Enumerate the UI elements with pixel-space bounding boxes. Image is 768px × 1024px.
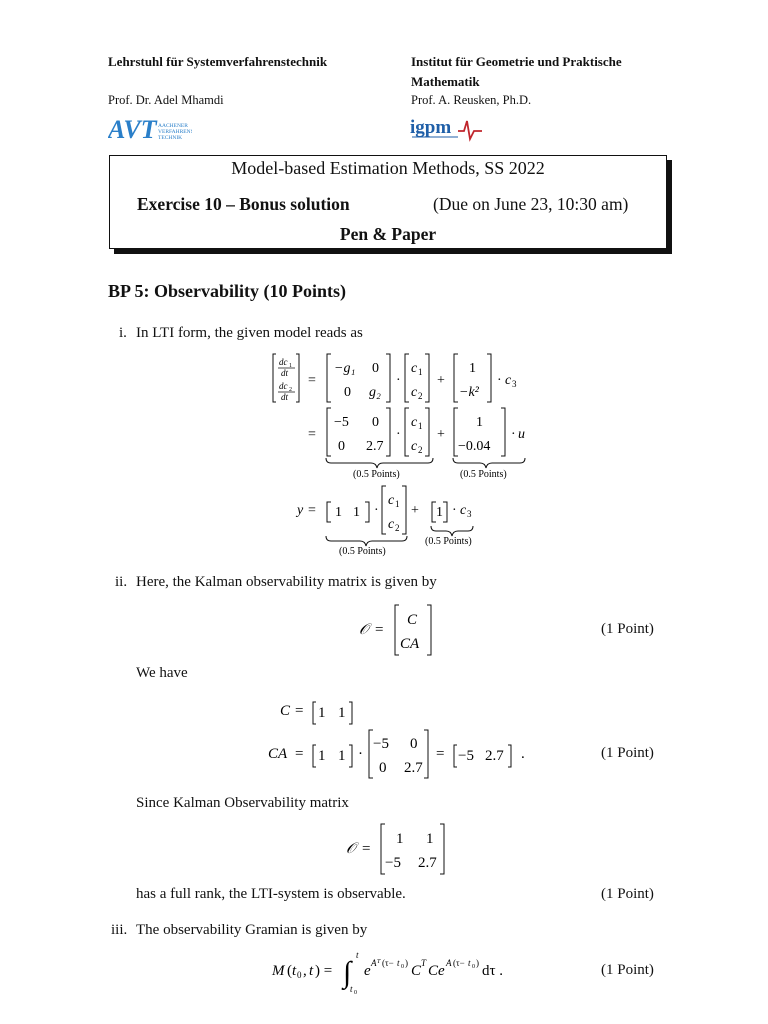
svg-text:0: 0 — [344, 385, 351, 400]
institute-line2: Mathematik — [411, 74, 480, 89]
svg-text:1: 1 — [476, 415, 483, 430]
svg-text:−5: −5 — [385, 855, 401, 871]
svg-text:1: 1 — [418, 367, 423, 377]
svg-text:=: = — [308, 503, 316, 518]
svg-text:c: c — [411, 385, 418, 400]
svg-text:1: 1 — [395, 499, 400, 509]
svg-text:dt: dt — [281, 368, 289, 378]
svg-text:c: c — [411, 439, 418, 454]
svg-text:c: c — [505, 373, 512, 388]
svg-text:M: M — [272, 963, 285, 979]
svg-text:): ) — [476, 958, 479, 968]
svg-text:2: 2 — [289, 387, 292, 393]
points-iii: (1 Point) — [601, 962, 654, 978]
svg-text:2: 2 — [418, 445, 423, 455]
avt-logo-subtitle-line: TECHNIK — [158, 135, 183, 141]
since-text: Since Kalman Observability matrix — [136, 795, 349, 811]
svg-text:=: = — [375, 622, 384, 638]
svg-text:=: = — [295, 746, 304, 762]
mode-label: Pen & Paper — [339, 224, 437, 244]
svg-text:c: c — [411, 415, 418, 430]
svg-text:t: t — [309, 963, 314, 979]
igpm-logo — [410, 113, 490, 143]
item-iii-text: The observability Gramian is given by — [136, 922, 368, 938]
svg-text:) =: ) = — [315, 963, 333, 979]
svg-text:=: = — [308, 373, 316, 388]
svg-text:+: + — [437, 373, 445, 388]
course-title: Model-based Estimation Methods, SS 2022 — [231, 158, 545, 178]
exercise-title: Exercise 10 – Bonus solution — [137, 194, 350, 214]
svg-text:2.7: 2.7 — [404, 760, 423, 776]
svg-text:(: ( — [287, 963, 292, 979]
svg-text:0: 0 — [338, 439, 345, 454]
svg-text:=: = — [362, 841, 371, 857]
svg-text:·: · — [374, 503, 379, 518]
svg-text:c: c — [460, 503, 467, 518]
svg-text:C: C — [407, 612, 418, 628]
svg-text:2: 2 — [418, 391, 423, 401]
svg-text:1: 1 — [353, 505, 360, 520]
svg-text:,: , — [303, 963, 307, 979]
svg-text:2.7: 2.7 — [366, 439, 384, 454]
svg-text:=: = — [308, 427, 316, 442]
svg-text:3: 3 — [512, 379, 517, 389]
svg-text:3: 3 — [467, 509, 472, 519]
svg-text:CA: CA — [268, 746, 288, 762]
points-ii-a: (1 Point) — [601, 621, 654, 637]
svg-text:·: · — [511, 427, 516, 442]
svg-text:A: A — [371, 958, 377, 968]
c-ca-equations — [266, 692, 546, 782]
svg-text:g₂: g₂ — [369, 385, 381, 400]
svg-text:t: t — [292, 963, 297, 979]
svg-text:1: 1 — [426, 831, 434, 847]
avt-logo-subtitle-line: VERFAHRENS- — [158, 129, 192, 135]
svg-text:A: A — [446, 958, 452, 968]
svg-text:c: c — [411, 361, 418, 376]
lti-equations — [260, 350, 560, 565]
svg-text:dt: dt — [281, 392, 289, 402]
svg-text:0: 0 — [372, 361, 379, 376]
avt-logo-subtitle-line: AACHENER — [158, 123, 188, 129]
svg-text:1: 1 — [318, 705, 326, 721]
svg-text:t: t — [356, 950, 359, 960]
svg-text:1: 1 — [289, 363, 292, 369]
svg-text:0: 0 — [372, 415, 379, 430]
svg-text:1: 1 — [335, 505, 342, 520]
left-professor: Prof. Dr. Adel Mhamdi — [108, 93, 224, 107]
svg-text:=: = — [295, 703, 304, 719]
svg-text:−0.04: −0.04 — [458, 439, 491, 454]
svg-text:dτ .: dτ . — [482, 963, 504, 979]
avt-logo — [108, 114, 192, 142]
right-professor: Prof. A. Reusken, Ph.D. — [411, 93, 532, 107]
svg-text:u: u — [518, 427, 525, 442]
we-have-text: We have — [136, 665, 188, 681]
svg-text:CA: CA — [400, 636, 420, 652]
svg-text:·: · — [452, 503, 457, 518]
observability-matrix-def — [355, 602, 445, 658]
svg-text:+: + — [437, 427, 445, 442]
item-i-text: In LTI form, the given model reads as — [136, 325, 363, 341]
svg-text:−k²: −k² — [459, 385, 479, 400]
svg-text:0: 0 — [297, 970, 302, 980]
svg-text:dc: dc — [279, 357, 288, 367]
svg-text:0: 0 — [354, 990, 357, 996]
svg-text:2.7: 2.7 — [418, 855, 437, 871]
svg-text:−g₁: −g₁ — [334, 361, 356, 376]
item-iii-label: iii. — [111, 922, 128, 938]
item-ii-text: Here, the Kalman observability matrix is given by — [136, 574, 437, 590]
svg-text:0: 0 — [410, 736, 418, 752]
svg-text:C: C — [411, 963, 422, 979]
svg-text:𝒪: 𝒪 — [346, 841, 356, 857]
svg-text:·: · — [497, 373, 502, 388]
svg-text:·: · — [396, 373, 401, 388]
svg-text:igpm: igpm — [410, 117, 452, 138]
svg-text:c: c — [388, 517, 395, 532]
points-ii-b: (1 Point) — [601, 745, 654, 761]
svg-text:T: T — [421, 958, 427, 968]
svg-text:T: T — [377, 959, 381, 965]
svg-text:1: 1 — [338, 748, 346, 764]
item-ii-label: ii. — [115, 574, 128, 590]
svg-text:C: C — [280, 703, 291, 719]
svg-text:(0.5 Points): (0.5 Points) — [460, 469, 507, 480]
svg-text:y: y — [297, 503, 304, 518]
svg-text:−5: −5 — [373, 736, 389, 752]
svg-text:0: 0 — [472, 964, 475, 970]
chair-name: Lehrstuhl für Systemverfahrenstechnik — [108, 54, 328, 69]
svg-text:𝒪: 𝒪 — [359, 622, 369, 638]
svg-text:Ce: Ce — [428, 963, 445, 979]
svg-text:e: e — [364, 963, 371, 979]
svg-text:·: · — [396, 427, 401, 442]
full-rank-text: has a full rank, the LTI-system is observable. — [136, 886, 406, 902]
due-date: (Due on June 23, 10:30 am) — [433, 194, 629, 214]
title-box — [109, 155, 667, 249]
svg-text:2.7: 2.7 — [485, 748, 504, 764]
svg-text:(0.5 Points): (0.5 Points) — [353, 469, 400, 480]
observability-matrix-numeric — [344, 821, 454, 877]
svg-text:=: = — [436, 746, 445, 762]
svg-text:0: 0 — [401, 964, 404, 970]
svg-text:2: 2 — [395, 523, 400, 533]
svg-text:dc: dc — [279, 381, 288, 391]
svg-text:): ) — [405, 958, 408, 968]
points-ii-c: (1 Point) — [601, 886, 654, 902]
svg-text:.: . — [521, 746, 525, 762]
svg-text:c: c — [388, 493, 395, 508]
svg-text:0: 0 — [379, 760, 387, 776]
svg-text:(τ−: (τ− — [453, 958, 465, 968]
svg-text:AVT: AVT — [108, 115, 157, 142]
svg-text:t: t — [468, 958, 471, 968]
svg-text:t: t — [350, 984, 353, 994]
svg-text:(τ−: (τ− — [382, 958, 394, 968]
svg-text:1: 1 — [318, 748, 326, 764]
svg-text:1: 1 — [396, 831, 404, 847]
svg-text:1: 1 — [469, 361, 476, 376]
svg-text:(0.5 Points): (0.5 Points) — [339, 546, 386, 557]
institute-line1: Institut für Geometrie und Praktische — [411, 54, 622, 69]
svg-text:−5: −5 — [334, 415, 349, 430]
svg-text:−5: −5 — [458, 748, 474, 764]
svg-text:(0.5 Points): (0.5 Points) — [425, 536, 472, 547]
svg-text:1: 1 — [338, 705, 346, 721]
svg-text:·: · — [358, 746, 363, 762]
svg-text:∫: ∫ — [343, 956, 352, 989]
svg-text:t: t — [397, 958, 400, 968]
section-title: BP 5: Observability (10 Points) — [108, 281, 346, 301]
svg-text:+: + — [411, 503, 419, 518]
svg-text:1: 1 — [436, 505, 443, 520]
item-i-label: i. — [119, 325, 127, 341]
gramian-equation — [270, 946, 540, 996]
svg-text:1: 1 — [418, 421, 423, 431]
